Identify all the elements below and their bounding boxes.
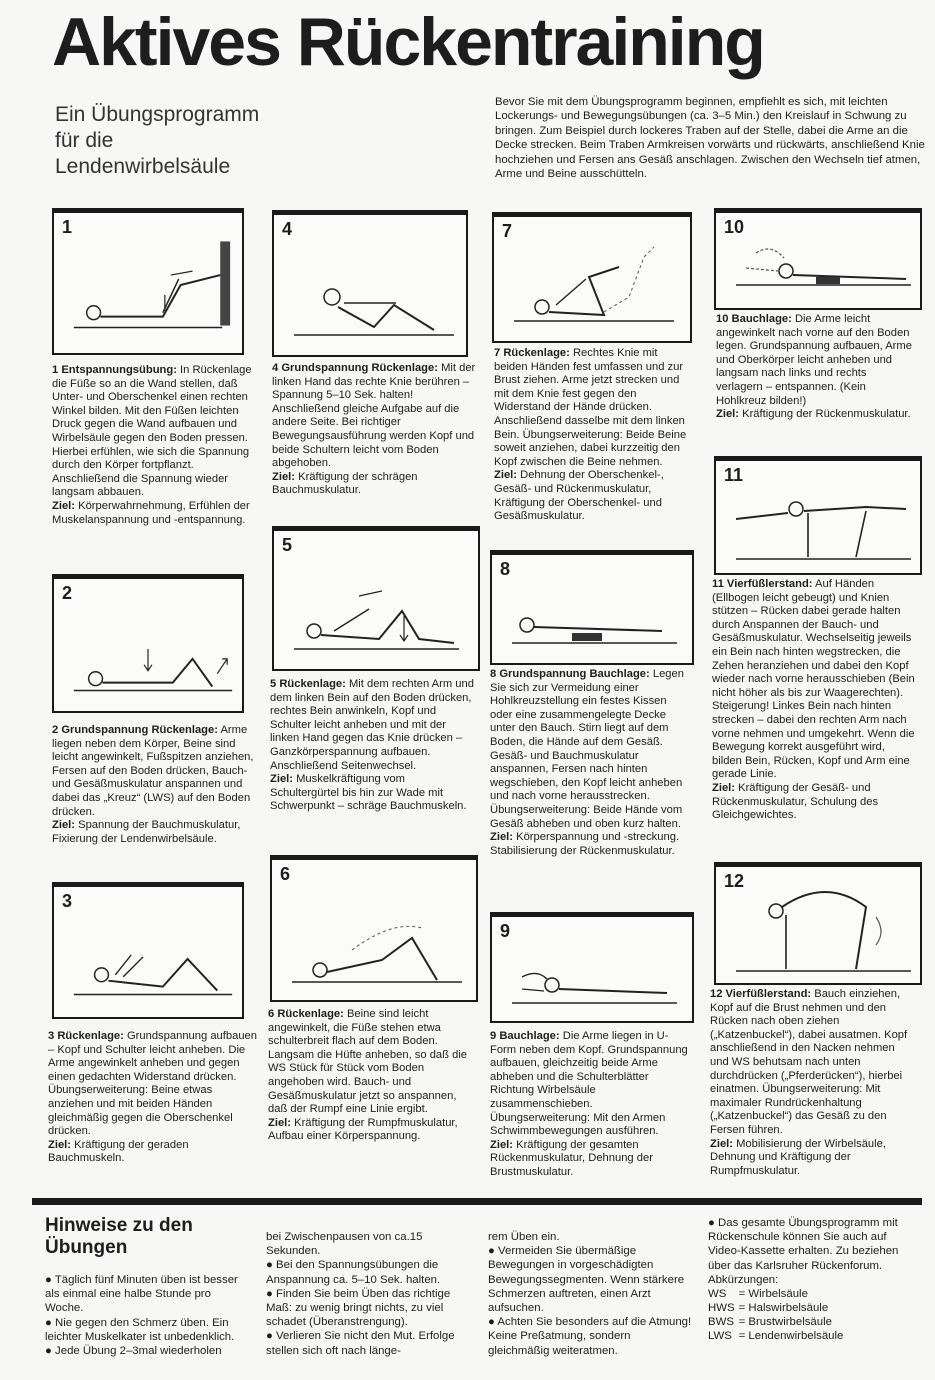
exercise-number: 11 <box>724 465 744 485</box>
subtitle-line: Ein Übungsprogramm <box>55 103 260 126</box>
figure-icon <box>492 917 692 1021</box>
exercise-number: 10 <box>724 217 745 237</box>
figure-icon <box>494 217 690 341</box>
figure-icon <box>54 213 242 353</box>
figure-icon <box>274 531 478 669</box>
figure-icon <box>716 867 920 983</box>
figure-icon <box>54 579 242 711</box>
hint-item: bei Zwischenpausen von ca.15 Sekunden. <box>266 1231 423 1258</box>
exercise-text-2: 2 Grundspannung Rückenlage: Arme liegen neben dem Körper, Beine sind leicht angewinkelt, Fußspitzen anziehen, Fersen auf den Boden drücken, Bauch- und Gesäßmuskulatur anspannen und dabei das „Kreuz“ (LWS) auf den Boden drücken. Ziel: Spannung der Bauchmuskulatur, Fixierung der Lendenwirbelsäule. <box>52 724 254 845</box>
abbreviation-row: WS = Wirbelsäule <box>708 1288 808 1301</box>
exercise-number: 12 <box>724 871 745 891</box>
exercise-illustration-11 <box>714 456 922 575</box>
exercise-text-3: 3 Rückenlage: Grundspannung aufbauen – Kopf und Schulter leicht anheben. Die Arme angewinkelt anheben und gegen einen gedachten Widerstand drücken. Übungserweiterung: Beine etwas anziehen und mit beiden Händen gleichmäßig gegen die Oberschenkel drücken. Ziel: Kräftigung der geraden Bauchmuskeln. <box>48 1030 257 1165</box>
exercise-illustration-3 <box>52 882 244 1019</box>
hint-item: ● Nie gegen den Schmerz üben. Ein leichter Muskelkater ist unbedenklich. <box>45 1316 235 1343</box>
abbreviations-table <box>708 1287 847 1343</box>
hint-item: ● Jede Übung 2–3mal wiederholen <box>45 1345 222 1358</box>
exercise-number: 4 <box>282 219 293 239</box>
figure-icon <box>492 555 692 663</box>
exercise-text-7: 7 Rückenlage: Rechtes Knie mit beiden Händen fest umfassen und zur Brust ziehen. Arme jetzt strecken und mit dem Knie fest gegen den Widerstand der Hände drücken. Anschließend dasselbe mit dem linken Bein. Übungserweiterung: Beide Beine soweit anziehen, dabei kurzzeitig den Kopf zwischen die Beine nehmen. Ziel: Dehnung der Oberschenkel-, Gesäß- und Rückenmuskulatur, Kräftigung der Oberschenkel- und Gesäßmuskulatur. <box>494 347 687 523</box>
exercise-text-8: 8 Grundspannung Bauchlage: Legen Sie sich zur Vermeidung einer Hohlkreuzstellung ein festes Kissen oder eine zusammengelegte Decke unter den Bauch. Stirn liegt auf dem Boden, die Hände auf dem Gesäß. Gesäß- und Bauchmuskulatur anspannen, Fersen nach hinten wegschieben, den Kopf leicht anheben und nach vorne herausstrecken. Übungserweiterung: Beide Hände vom Gesäß abheben und oben kurz halten. Ziel: Körperspannung und -streckung. Stabilisierung der Rückenmuskulatur. <box>490 668 684 857</box>
hints-column-1 <box>45 1273 250 1358</box>
hint-item: ● Verlieren Sie nicht den Mut. Erfolge stellen sich oft nach länge- <box>266 1330 455 1357</box>
exercise-text-11: 11 Vierfüßlerstand: Auf Händen (Ellbogen leicht gebeugt) und Knien stützen – Rücken dabei gerade halten durch Anspannen der Bauch- und Gesäßmuskulatur. Wechselseitig jeweils ein Bein nach hinten wegstrecken, die Zehen heranziehen und dabei den Kopf wieder nach vorne herausschieben (Bein nicht höher als bis zur Waagerechten). Steigerung! Linkes Bein nach hinten strecken – dabei den rechten Arm nach vorne nehmen und umgekehrt. Wenn die Bewegung korrekt ausgeführt wird, bilden Bein, Rücken, Kopf und Arm eine gerade Linie. Ziel: Kräftigung der Gesäß- und Rückenmuskulatur, Schulung des Gleichgewichtes. <box>712 578 915 822</box>
hint-item: ● Das gesamte Übungsprogramm mit Rückenschule können Sie auch auf Video-Kassette erhalten. Zu beziehen über das Karlsruher Rückenforum. <box>708 1217 899 1272</box>
exercise-illustration-5 <box>272 526 480 671</box>
exercise-number: 8 <box>500 559 511 579</box>
hints-column-3 <box>488 1230 693 1358</box>
hint-item: ● Täglich fünf Minuten üben ist besser als einmal eine halbe Stunde pro Woche. <box>45 1274 238 1315</box>
intro-text: Bevor Sie mit dem Übungsprogramm beginnen, empfiehlt es sich, mit leichten Lockerungs- und Bewegungsübungen (ca. 3–5 Min.) den Kreislauf in Schwung zu bringen. Zum Beispiel durch lockeres Traben auf der Stelle, dabei die Arme an die Decke strecken. Beim Traben Armkreisen vorwärts und rückwärts, anschließend Knie hochziehen und Fersen ans Gesäß anschlagen. Zwischen den Wechseln tief atmen, Arme und Beine ausschütteln. <box>495 96 925 181</box>
abbreviation-row: LWS = Lendenwirbelsäule <box>708 1330 844 1343</box>
exercise-number: 3 <box>62 891 73 911</box>
exercise-number: 7 <box>502 221 513 241</box>
exercise-number: 5 <box>282 535 293 555</box>
abbreviation-row: HWS = Halswirbelsäule <box>708 1302 829 1315</box>
exercise-number: 9 <box>500 921 511 941</box>
figure-icon <box>272 860 476 1000</box>
exercise-text-1: 1 Entspannungsübung: In Rückenlage die Füße so an die Wand stellen, daß Unter- und Oberschenkel einen rechten Winkel bilden. Mit den Füßen leichten Druck gegen die Wand aufbauen und Wirbelsäule gegen den Boden pressen. Hierbei erfühlen, wie sich die Spannung durch den Körper fortpflanzt. Anschließend die Spannung wieder langsam abbauen. Ziel: Körperwahrnehmung, Erfühlen der Muskelanspannung und -entspannung. <box>52 364 252 526</box>
hints-title: Hinweise zu den Übungen <box>45 1215 193 1258</box>
exercise-illustration-8 <box>490 550 694 665</box>
exercise-text-10: 10 Bauchlage: Die Arme leicht angewinkelt nach vorne auf den Boden legen. Grundspannung aufbauen, Arme und Oberkörper leicht anheben und langsam nach links und rechts verlagern – entspannen. (Kein Hohlkreuz bilden!) Ziel: Kräftigung der Rückenmuskulatur. <box>716 313 912 421</box>
exercise-illustration-7 <box>492 212 692 343</box>
hints-column-2 <box>266 1230 471 1358</box>
figure-icon <box>54 887 242 1017</box>
figure-icon <box>274 215 466 355</box>
section-divider <box>32 1198 922 1205</box>
abbreviations-label: Abkürzungen: <box>708 1273 779 1286</box>
exercise-illustration-1 <box>52 208 244 355</box>
hint-item: rem Üben ein. <box>488 1231 560 1243</box>
exercise-number: 6 <box>280 864 291 884</box>
page-title: Aktives Rückentraining <box>52 4 764 80</box>
exercise-text-12: 12 Vierfüßlerstand: Bauch einziehen, Kopf auf die Brust nehmen und den Rücken nach oben ziehen („Katzenbuckel“), dabei ausatmen. Kopf anschließend in den Nacken nehmen und WS behutsam nach unten durchdrücken („Pferderücken“), hierbei einatmen. Übungserweiterung: Mit maximaler Rundrückenhaltung („Katzenbuckel“) das Gesäß zu den Fersen führen. Ziel: Mobilisierung der Wirbelsäule, Dehnung und Kräftigung der Rumpfmuskulatur. <box>710 988 908 1177</box>
exercise-number: 2 <box>62 583 73 603</box>
page-subtitle <box>55 102 305 180</box>
figure-icon <box>716 461 920 573</box>
hint-item: ● Bei den Spannungsübungen die Anspannung ca. 5–10 Sek. halten. <box>266 1259 441 1286</box>
exercise-illustration-4 <box>272 210 468 357</box>
hints-column-4 <box>708 1216 920 1343</box>
exercise-illustration-12 <box>714 862 922 985</box>
hint-item: ● Vermeiden Sie übermäßige Bewegungen in vorgeschädigten Bewegungssegmenten. Wenn stärkere Schmerzen auftreten, einen Arzt aufsuchen. <box>488 1245 685 1315</box>
subtitle-line: Lendenwirbelsäule <box>55 155 231 178</box>
exercise-text-5: 5 Rückenlage: Mit dem rechten Arm und dem linken Bein auf den Boden drücken, rechtes Bein anwinkeln, Kopf und Schulter leicht anheben und mit der linken Hand gegen das Knie drücken – Ganzkörperspannung aufbauen. Anschließend Seitenwechsel. Ziel: Muskelkräftigung vom Schultergürtel bis hin zur Wade mit Schwerpunkt – schräge Bauchmuskeln. <box>270 678 474 813</box>
exercise-number: 1 <box>62 217 73 237</box>
exercise-illustration-10 <box>714 208 922 310</box>
hint-item: ● Finden Sie beim Üben das richtige Maß: zu wenig bringt nichts, zu viel schadet (Überanstrengung). <box>266 1287 451 1329</box>
figure-icon <box>716 213 920 308</box>
subtitle-line: für die <box>55 129 114 152</box>
hint-item: ● Achten Sie besonders auf die Atmung! Keine Preßatmung, sondern gleichmäßig weiteratmen. <box>488 1316 692 1357</box>
exercise-text-6: 6 Rückenlage: Beine sind leicht angewinkelt, die Füße stehen etwa schulterbreit flach auf dem Boden. Langsam die Hüfte anheben, so daß die WS Stück für Stück vom Boden angehoben wird. Bauch- und Gesäßmuskulatur jetzt so anspannen, daß der Rumpf eine Linie ergibt. Ziel: Kräftigung der Rumpfmuskulatur, Aufbau einer Körperspannung. <box>268 1008 468 1143</box>
exercise-illustration-2 <box>52 574 244 713</box>
abbreviation-row: BWS = Brustwirbelsäule <box>708 1316 832 1329</box>
exercise-illustration-6 <box>270 855 478 1002</box>
exercise-illustration-9 <box>490 912 694 1023</box>
exercise-text-4: 4 Grundspannung Rückenlage: Mit der linken Hand das rechte Knie berühren – Spannung 5–10 Sek. halten! Anschließend gleiche Aufgabe auf die andere Seite. Bei richtiger Bewegungsausführung werden Kopf und beide Schultern leicht vom Boden abgehoben. Ziel: Kräftigung der schrägen Bauchmuskulatur. <box>272 362 476 497</box>
exercise-text-9: 9 Bauchlage: Die Arme liegen in U-Form neben dem Kopf. Grundspannung aufbauen, gleichzeitig beide Arme abheben und die Schulterblätter Richtung Wirbelsäule zusammenschieben. Übungserweiterung: Mit den Armen Schwimmbewegungen ausführen. Ziel: Kräftigung der gesamten Rückenmuskulatur, Dehnung der Brustmuskulatur. <box>490 1030 688 1178</box>
